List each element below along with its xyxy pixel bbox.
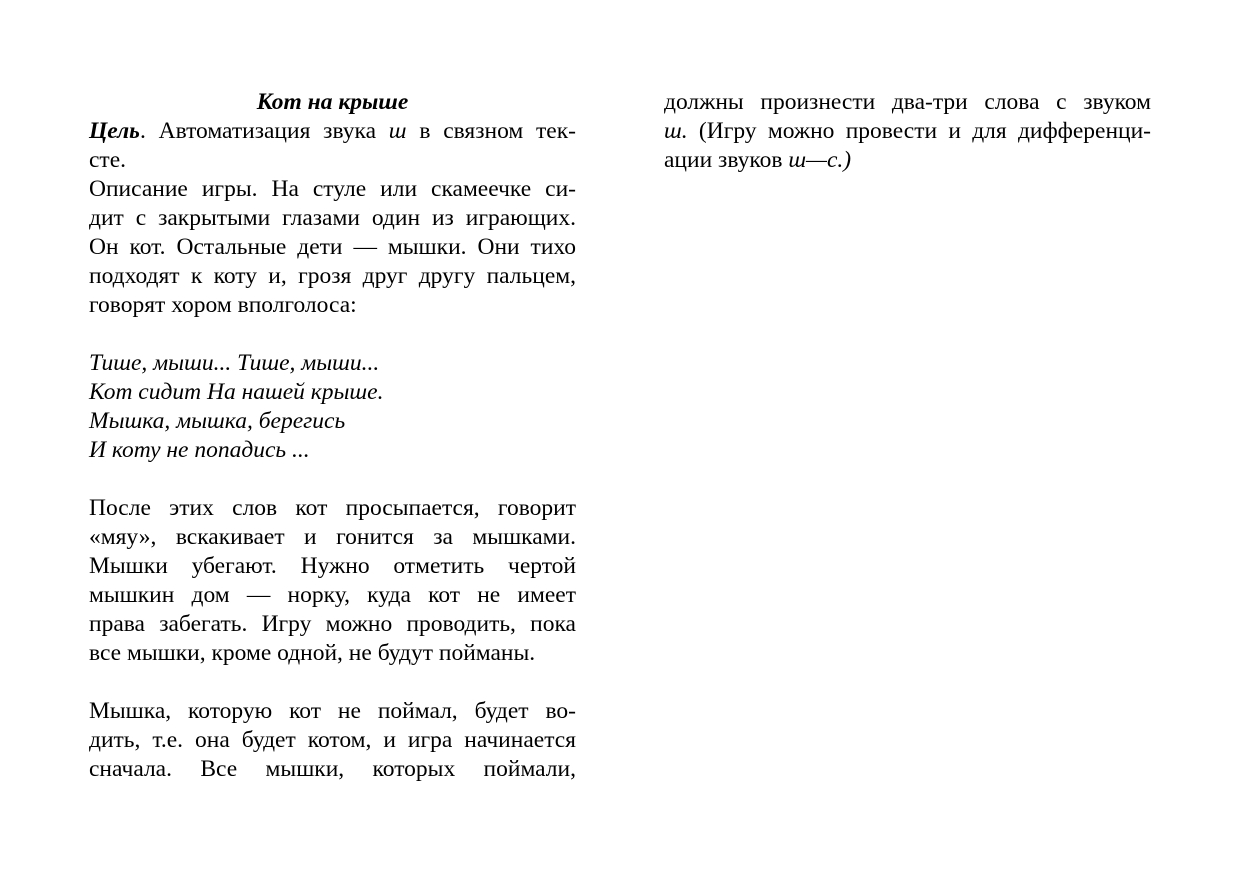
- paragraph2-line: права забегать. Игру можно проводить, пока: [89, 611, 576, 637]
- paragraph3-line: дить, т.е. она будет котом, и игра начинается: [89, 727, 576, 753]
- poem-line: Мышка, мышка, берегись: [89, 408, 346, 434]
- spacer: [89, 320, 576, 349]
- goal-sound: ш: [388, 118, 407, 144]
- spacer: [89, 668, 576, 697]
- continuation-text: (Игру можно провести и для дифференци-: [687, 118, 1151, 144]
- left-column: [89, 88, 576, 784]
- game-title: Кот на крыше: [256, 89, 409, 115]
- goal-text-before: . Автоматизация звука: [139, 118, 389, 144]
- description-line: Он кот. Остальные дети — мышки. Они тихо: [89, 234, 576, 260]
- continuation-text: ации звуков: [664, 147, 789, 173]
- sound-pair: ш—с.): [788, 147, 852, 173]
- paragraph2-line: После этих слов кот просыпается, говорит: [89, 495, 576, 521]
- goal-continuation: сте.: [89, 147, 127, 173]
- paragraph3-line: Мышка, которую кот не поймал, будет во-: [89, 698, 576, 724]
- paragraph2-line: мышкин дом — норку, куда кот не имеет: [89, 582, 576, 608]
- goal-line: [89, 117, 576, 146]
- description-line: Описание игры. На стуле или скамеечке си-: [89, 176, 576, 202]
- continuation-line: [664, 117, 1151, 146]
- poem-line: Тише, мыши... Тише, мыши...: [89, 350, 380, 376]
- description-line: дит с закрытыми глазами один из играющих.: [89, 205, 576, 231]
- right-column: [664, 88, 1151, 175]
- continuation-line: должны произнести два-три слова с звуком: [664, 89, 1151, 115]
- paragraph2-line: «мяу», вскакивает и гонится за мышками.: [89, 524, 576, 550]
- sound-sh: ш.: [664, 118, 688, 144]
- paragraph2-line: Мышки убегают. Нужно отметить чертой: [89, 553, 576, 579]
- poem-line: И коту не попадись ...: [89, 437, 310, 463]
- continuation-line: [664, 146, 1151, 175]
- goal-text-after: в связном тек-: [406, 118, 576, 144]
- paragraph3-line: сначала. Все мышки, которых поймали,: [89, 756, 576, 782]
- paragraph2-line: все мышки, кроме одной, не будут пойманы.: [89, 640, 536, 666]
- description-line: подходят к коту и, грозя друг другу пальцем,: [89, 263, 576, 289]
- poem-line: Кот сидит На нашей крыше.: [89, 379, 384, 405]
- spacer: [89, 465, 576, 494]
- description-line: говорят хором вполголоса:: [89, 292, 357, 318]
- goal-label: Цель: [89, 118, 140, 144]
